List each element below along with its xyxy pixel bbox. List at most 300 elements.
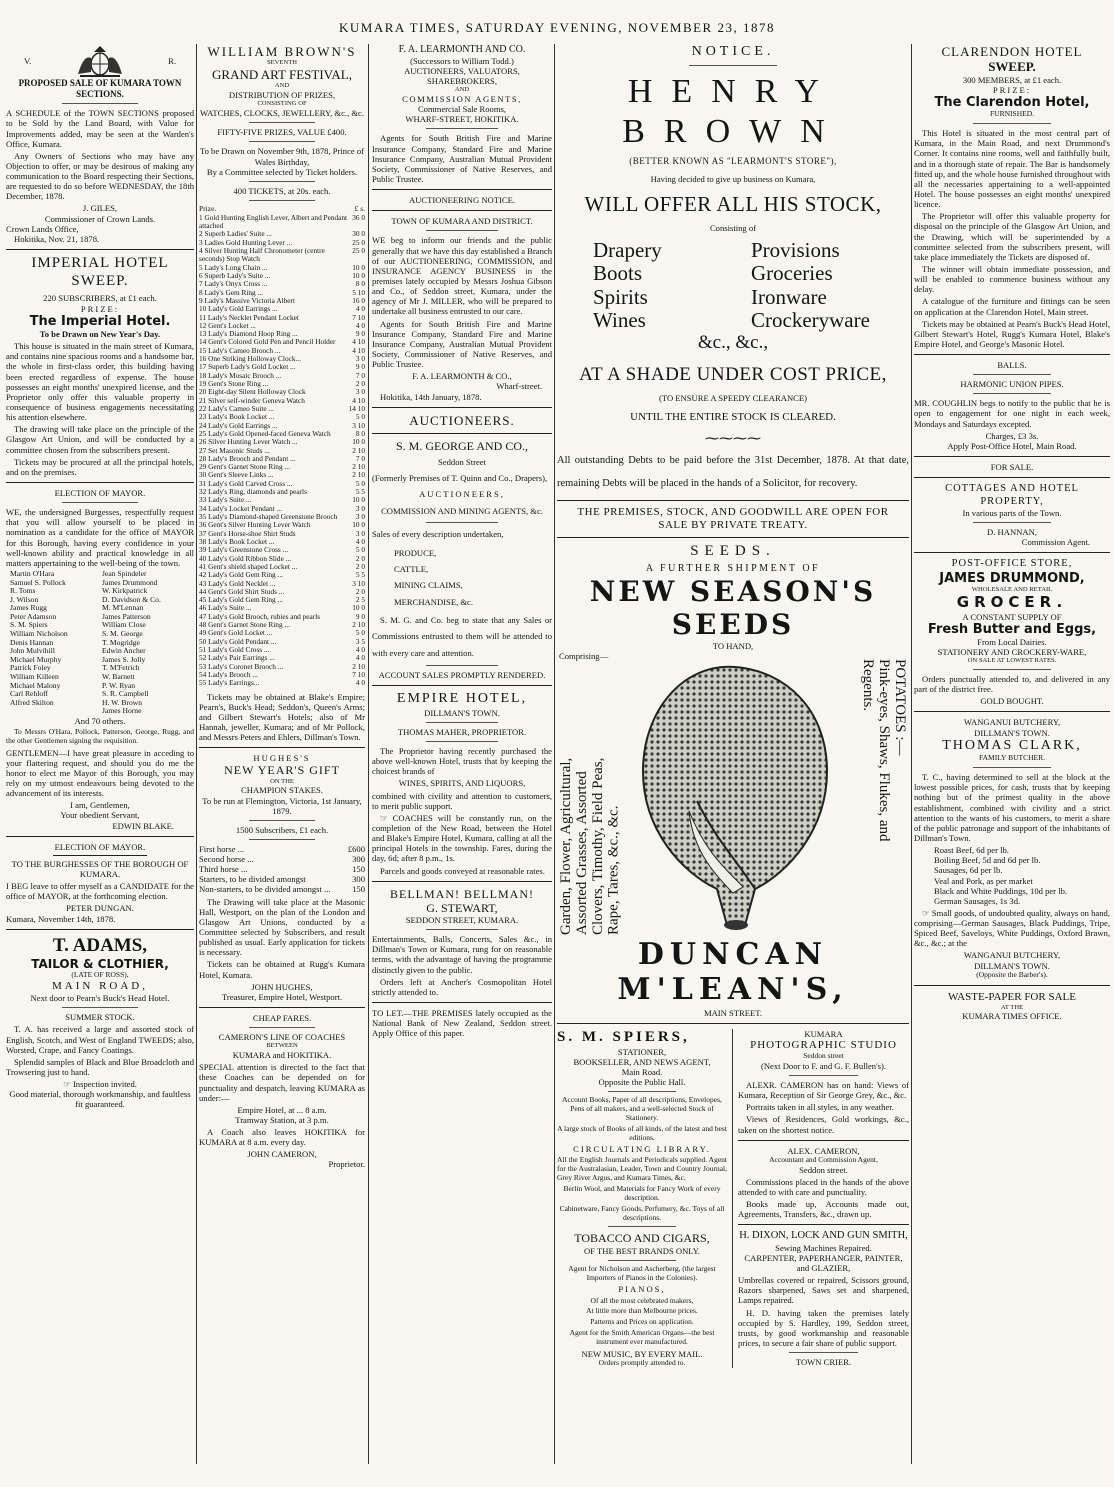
- spiers-library: CIRCULATING LIBRARY.: [573, 1144, 711, 1155]
- prize-value: 2 0: [355, 379, 365, 389]
- adams-late: (LATE OF ROSS),: [71, 970, 129, 980]
- signatory-name: William Close: [102, 620, 146, 630]
- prize-value: 5 0: [355, 412, 365, 422]
- prize-item: 32 Lady's Ring, diamonds and pearls: [199, 487, 307, 497]
- signatories-list: [6, 570, 194, 716]
- prize-value: 3 0: [355, 354, 365, 364]
- signatory-name: D. Davidson & Co.: [102, 594, 161, 604]
- hughes-row: [199, 864, 365, 874]
- prize-item: 11 Lady's Necklet Pendant Locket: [199, 312, 299, 322]
- prize-value: 2 10: [352, 661, 365, 671]
- royal-crest-row: [6, 44, 194, 78]
- prize-item: 27 Set Masonic Studs ...: [199, 445, 270, 455]
- george-account: ACCOUNT SALES PROMPTLY RENDERED.: [378, 670, 546, 681]
- signatory-name: T. M'Fetrich: [102, 663, 140, 673]
- signatory-name: Carl Rehloff: [10, 689, 49, 699]
- bellman-para-2: Orders left at Ancher's Cosmopolitan Hotel strictly attended to.: [372, 976, 552, 997]
- prize-value: 2 0: [355, 586, 365, 596]
- hughes-place: Non-starters, to be divided amongst ...: [199, 884, 331, 895]
- learmonth-commission: COMMISSION AGENTS,: [402, 93, 522, 104]
- seed-pod-illustration: [637, 661, 833, 933]
- spiers-para-1: Account Books, Paper of all descriptions, Envelopes, Pens of all makers, and a well-selected Stock of Stationery.: [562, 1095, 722, 1122]
- brown-consisting: CONSISTING OF: [257, 100, 307, 108]
- prize-item: 33 Lady's Suite ...: [199, 495, 252, 505]
- imperial-hotel: The Imperial Hotel.: [29, 313, 171, 329]
- dillmans-town: DILLMAN'S TOWN.: [974, 727, 1050, 738]
- dixon-carpenter: CARPENTER, PAPERHANGER, PAINTER, and GLAZIER,: [744, 1252, 903, 1274]
- imperial-prize: PRIZE:: [80, 303, 120, 314]
- debts-para: All outstanding Debts to be paid before the 31st December, 1878. At that date, remaining Debts will be placed in the hands of a Solicitor, for recovery.: [557, 455, 909, 489]
- prize-item: 30 Gent's Sleeve Links ...: [199, 470, 274, 480]
- prize-value: 25 0: [352, 246, 365, 256]
- new-seasons-seeds: NEW SEASON'S SEEDS: [589, 574, 877, 641]
- adams-next: Next door to Pearn's Buck's Head Hotel.: [30, 993, 170, 1004]
- signatory-name: Denis Hannan: [10, 637, 54, 647]
- prize-value: 14 10: [348, 403, 365, 413]
- hughes-row: [199, 874, 365, 884]
- hughes-row: [199, 844, 365, 854]
- tobacco-music: NEW MUSIC, BY EVERY MAIL.: [581, 1348, 703, 1359]
- signatory-name: W. Kirkpatrick: [102, 586, 148, 596]
- sale-para-2: Any Owners of Sections who may have any Objection to offer, or may be desirous of making any communication to the Board respecting their Sections, are requested to do so before WEDNESDAY, the 18th December, 1878.: [6, 150, 194, 202]
- clarendon-title: CLARENDON HOTEL: [941, 44, 1083, 59]
- prize-item: 7 Lady's Onyx Cross ...: [199, 279, 268, 289]
- prize-value: 16 0: [352, 295, 365, 305]
- prize-value: 3 0: [355, 503, 365, 513]
- signatory-name: William Killeen: [10, 671, 59, 681]
- prize-value: 2 10: [352, 445, 365, 455]
- clark-para-2: ☞ Small goods, of undoubted quality, always on hand, comprising—German Sausages, Black Puddings, Tripe, Spiced Beef, Saveloys, White Puddings, Oxford Brawn, &c., &c.; at the: [914, 907, 1110, 949]
- bellman-name: G. STEWART,: [426, 900, 498, 915]
- learmonth-rooms: Commercial Sale Rooms,: [417, 104, 507, 115]
- adams-para-1: T. A. has received a large and assorted stock of English, Scotch, and West of England TWEEDS; also, Worsted, Crape, and Fancy Coatings.: [6, 1024, 194, 1055]
- prize-item: 48 Gent's Garnet Stone Ring ...: [199, 620, 290, 630]
- prize-item: 18 Lady's Mosaic Brooch ...: [199, 370, 282, 380]
- signatory-name: James S. Jolly: [102, 654, 146, 664]
- sale-signature-title: Commissioner of Crown Lands.: [44, 213, 156, 224]
- prize-value: 10 0: [352, 520, 365, 530]
- prize-item: 24 Lady's Gold Earrings ...: [199, 420, 278, 430]
- lowest-rates: ON SALE AT LOWEST RATES.: [967, 657, 1057, 665]
- to-hand: TO HAND,: [712, 640, 754, 651]
- main-street: MAIN STREET.: [703, 1007, 763, 1018]
- clarendon-para-4: A catalogue of the furniture and fittings can be seen on application at the Clarendon Hotel, Main street.: [914, 296, 1110, 317]
- tobacco-para-1: Agent for Nicholson and Ascherberg, (the largest Importers of Pianos in the Colonies).: [568, 1263, 716, 1282]
- prize-item: 35 Lady's Diamond-shaped Greenstone Brooch: [199, 512, 338, 522]
- prize-value: 2 0: [355, 561, 365, 571]
- prize-item: 26 Silver Hunting Lever Watch ...: [199, 437, 298, 447]
- imperial-draw: To be Drawn on New Year's Day.: [39, 329, 161, 340]
- adams-good: Good material, thorough workmanship, and faultless fit guaranteed.: [9, 1089, 191, 1110]
- signatory-name: T. Mogridge: [102, 637, 140, 647]
- election2-addressee: TO THE BURGHESSES OF THE BOROUGH OF KUMARA.: [11, 858, 189, 880]
- learmonth-title: F. A. LEARMONTH AND CO.: [398, 44, 526, 55]
- further-shipment: A FURTHER SHIPMENT OF: [645, 562, 821, 574]
- election2-signature: PETER DUNGAN.: [66, 903, 134, 914]
- prize-value: 7 0: [355, 370, 365, 380]
- hughes-place: Third horse ...: [199, 864, 248, 875]
- election2-para: I BEG leave to offer myself as a CANDIDATE for the office of MAYOR, at the forthcoming election.: [6, 881, 194, 902]
- meat-price-list: [914, 845, 1110, 906]
- prize-item: 34 Lady's Locket Pendant ...: [199, 503, 282, 513]
- hughes-subscribers: 1500 Subscribers, £1 each.: [235, 824, 329, 835]
- sale-signature: J. GILES,: [82, 203, 118, 214]
- election-addressee: To Messrs O'Hara, Pollock, Patterson, George, Rugg, and the other Gentlemen signing the requisition.: [6, 726, 194, 745]
- prize-value: 8 0: [355, 279, 365, 289]
- clarendon-prize: PRIZE:: [992, 84, 1032, 95]
- harmonic-para: MR. COUGHLIN begs to notify to the public that he is open to engagement for one night in each week, Mondays and Saturdays excepted.: [914, 398, 1110, 429]
- signatory-name: Samuel S. Pollock: [10, 577, 66, 587]
- hannan-name: D. HANNAN,: [987, 527, 1037, 538]
- brown-items: WATCHES, CLOCKS, JEWELLERY, &c., &c.: [199, 108, 365, 119]
- bellman-title: BELLMAN! BELLMAN!: [390, 886, 534, 901]
- wanganui-title-2: WANGANUI BUTCHERY,: [963, 950, 1061, 961]
- election-signature: EDWIN BLAKE.: [112, 820, 174, 831]
- brown-by: By a Committee selected by Ticket holders.: [206, 166, 358, 177]
- learmonth-and: AND: [454, 86, 470, 94]
- fares-signature: JOHN CAMERON,: [247, 1149, 317, 1160]
- signatory-name: John Mulvihill: [10, 646, 55, 656]
- seeds-title: SEEDS.: [690, 543, 776, 560]
- drummond-wholesale: WHOLESALE AND RETAIL: [971, 586, 1053, 594]
- dixon-para-2: H. D. having taken the premises lately occupied by S. Hardley, 199, Seddon street, trusts, by good workmanship and reasonable prices, to secure a fair share of public support.: [738, 1307, 909, 1348]
- hughes-place: Second horse ...: [199, 854, 254, 865]
- prize-value: 4 0: [355, 320, 365, 330]
- dillmans-town-2: DILLMAN'S TOWN.: [974, 960, 1050, 971]
- bellman-street: SEDDON STREET, KUMARA.: [405, 915, 519, 926]
- prize-item: 5 Lady's Long Chain ...: [199, 262, 268, 272]
- spiers-bookseller: BOOKSELLER, AND NEWS AGENT,: [573, 1056, 711, 1067]
- prize-value: 3 0: [355, 528, 365, 538]
- prize-item: 3 Ladies Gold Hunting Lever ...: [199, 237, 293, 247]
- prize-value: 9 0: [355, 329, 365, 339]
- harmonic-apply: Apply Post-Office Hotel, Main Road.: [947, 440, 1077, 451]
- goods-item: Provisions: [751, 238, 840, 263]
- tobacco-pianos: PIANOS,: [618, 1284, 666, 1295]
- photo-studio: PHOTOGRAPHIC STUDIO: [750, 1039, 897, 1052]
- prize-value: 4 0: [355, 653, 365, 663]
- hughes-signature: JOHN HUGHES,: [251, 981, 313, 992]
- tobacco-orders: Orders promptly attended to.: [598, 1357, 686, 1367]
- prize-item: 55 Lady's Earrings...: [199, 678, 260, 688]
- pointing-hand-icon: ☞: [63, 1079, 73, 1090]
- cameron-name: ALEX. CAMERON,: [787, 1145, 860, 1156]
- cameron-para-1: Commissions placed in the hands of the above attended to with care and punctuality.: [738, 1176, 909, 1197]
- spiers-para-2: A large stock of Books of all kinds, of the latest and best editions.: [557, 1123, 727, 1142]
- pointing-hand-icon: ☞: [922, 907, 932, 918]
- prize-value: 5 10: [352, 287, 365, 297]
- prize-item: 14 Gent's Colored Gold Pen and Pencil Holder: [199, 337, 336, 347]
- prize-value: 3 10: [352, 578, 365, 588]
- seeds-vertical-left: Garden, Flower, Agricultural, Assorted Grasses, Assorted Clovers, Timothy, Field Peas, Rape, Tares, &c., &c.: [558, 757, 622, 935]
- signatory-name: Martin O'Hara: [10, 568, 55, 578]
- learmonth-roles: AUCTIONEERS, VALUATORS, SHAREBROKERS,: [404, 65, 520, 87]
- prize-row: [199, 679, 365, 687]
- election2-date: Kumara, November 14th, 1878.: [6, 913, 116, 924]
- duncan-mclean: DUNCAN M'LEAN'S,: [617, 936, 849, 1008]
- prize-value: 30 0: [352, 229, 365, 239]
- george-list-item: CATTLE,: [394, 564, 429, 575]
- notice-title: NOTICE.: [691, 44, 775, 59]
- prize-value: 4 0: [355, 536, 365, 546]
- brown-seventh: SEVENTH: [266, 59, 298, 67]
- meat-price: German Sausages, 1s 3d.: [934, 895, 1021, 906]
- town-crier: TOWN CRIER.: [795, 1357, 852, 1368]
- adams-para-2: Splendid samples of Black and Blue Broadcloth and Trowsering just to hand.: [6, 1056, 194, 1077]
- column-5: [914, 44, 1110, 1021]
- prize-item: 2 Superb Ladies' Suite ...: [199, 229, 272, 239]
- column-3: [372, 44, 552, 1040]
- prize-value: 36 0: [352, 212, 365, 222]
- goods-item: Ironware: [751, 284, 827, 309]
- empire-para-1: The Proprietor having recently purchased the above well-known Hotel, trusts that by keeping the choicest brands of: [372, 746, 552, 777]
- column-rule: [554, 44, 555, 1464]
- fares-para: SPECIAL attention is directed to the fact that these Coaches can be depended on for punctuality and despatch, leaving KUMARA as under:—: [199, 1062, 365, 1103]
- prize-item: 28 Lady's Brooch and Pendant ...: [199, 453, 296, 463]
- cameron-para-2: Books made up, Accounts made out, Agreements, Transfers, &c., drawn up.: [738, 1199, 909, 1220]
- seeds-illustration-block: [557, 651, 909, 937]
- clarendon-para-2: The Proprietor will offer this valuable property for disposal on the principle of the Glasgow Art Union, and the Drawing, which will be superintended by a committee selected from the subscribers present, will take place immediately the Tickets are disposed of.: [914, 211, 1110, 262]
- auctioneering-para-1: WE beg to inform our friends and the public generally that we have this day established a Branch of our AUCTIONEERING, COMMISSION, and INSURANCE AGENCY BUSINESS in the premises lately occupied by Messrs Joshua Gibson and Co., of Seddon street, Kumara, under the agency of Mr J. MILLER, who will be prepared to undertake all business entrusted to our care.: [372, 235, 552, 317]
- sale-office: Crown Lands Office,: [6, 223, 79, 234]
- kumara-title: KUMARA: [804, 1028, 843, 1039]
- brown-drawn: To be Drawn on November 9th, 1878, Prince of Wales Birthday,: [199, 146, 365, 167]
- fares-title: CHEAP FARES.: [252, 1013, 312, 1024]
- having-decided: Having decided to give up business on Kumara,: [650, 174, 816, 185]
- prize-row: [199, 214, 365, 231]
- signatory-name: [10, 707, 102, 716]
- imperial-para-3: Tickets may be procured at all the principal hotels, and on the premises.: [6, 456, 194, 477]
- prize-value: 2 10: [352, 620, 365, 630]
- learmonth-wharf: WHARF-STREET, HOKITIKA.: [405, 114, 519, 125]
- meat-price: Veal and Pork, as per market: [934, 875, 1033, 886]
- goods-list: [557, 239, 909, 331]
- hannan-role: Commission Agent.: [1021, 537, 1090, 548]
- prize-item: 49 Gent's Gold Locket ...: [199, 628, 273, 638]
- spiers-stationer: STATIONER,: [617, 1046, 667, 1057]
- hughes-row: [199, 884, 365, 894]
- sale-date: Hokitika, Nov. 21, 1878.: [14, 233, 100, 244]
- prize-list: [199, 214, 365, 688]
- royal-crest-icon: [74, 44, 126, 78]
- prize-value: 5 0: [355, 545, 365, 555]
- empire-town: DILLMAN'S TOWN.: [424, 707, 500, 718]
- dixon-sewing: Sewing Machines Repaired.: [775, 1242, 872, 1253]
- ensure-clearance: (TO ENSURE A SPEEDY CLEARANCE): [658, 392, 807, 403]
- prize-value: 10 0: [352, 603, 365, 613]
- hughes-amount: £600: [347, 843, 365, 854]
- prize-value: 7 10: [352, 669, 365, 679]
- election-reply: GENTLEMEN—I have great pleasure in acceding to your flattering request, and should you do me the honor to elect me Mayor of this Borough, you may rely on my utmost endeavours being devoted to the advancement of its interests.: [6, 747, 194, 799]
- sale-para-1: A SCHEDULE of the TOWN SECTIONS proposed to be Sold by the Land Board, with Value for Improvements added, may be seen at the Warden's Office, Kumara.: [6, 108, 194, 149]
- prize-value: 5 0: [355, 478, 365, 488]
- prize-item: 39 Lady's Greenstone Cross ...: [199, 545, 289, 555]
- george-auctioneers: AUCTIONEERS,: [419, 489, 505, 500]
- george-list-item: MERCHANDISE, &c.: [394, 596, 474, 607]
- bellman-para-1: Entertainments, Balls, Concerts, Sales &c., in Dillman's Town or Kumara, rung for on reasonable terms, with the advantage of having the programme distinctly given to the public.: [372, 934, 552, 975]
- various-parts: In various parts of the Town.: [962, 507, 1062, 518]
- prize-item: 13 Lady's Diamond Hoop Ring ...: [199, 329, 298, 339]
- comprising: Comprising—: [559, 650, 609, 661]
- fares-between: BETWEEN: [266, 1042, 298, 1050]
- signatory-name: R. Toms: [10, 586, 36, 596]
- george-commission: COMMISSION AND MINING AGENTS, &c.: [381, 505, 543, 516]
- forsale-title: FOR SALE.: [990, 462, 1034, 473]
- goods-left: [593, 239, 751, 331]
- clarendon-para-5: Tickets may be obtained at Pearn's Buck's Head Hotel, Gilbert Stewart's Hotel, Rugg's Kumara Hotel, Blake's Empire Hotel, and George's Masonic Hotel.: [914, 318, 1110, 349]
- adams-summer: SUMMER STOCK.: [65, 1012, 135, 1023]
- hughes-run: To be run at Flemington, Victoria, 1st January, 1879.: [202, 795, 362, 816]
- clarendon-members: 300 MEMBERS, at £1 each.: [962, 74, 1062, 85]
- column-rule: [196, 44, 197, 1464]
- george-list-item: PRODUCE,: [394, 547, 437, 558]
- prize-header: Prize. £ s.: [199, 203, 365, 213]
- prize-item: 29 Gent's Garnet Stone Ring ...: [199, 462, 290, 472]
- masthead: KUMARA TIMES, SATURDAY EVENING, NOVEMBER 23, 1878: [339, 20, 775, 35]
- wanganui-title: WANGANUI BUTCHERY,: [963, 717, 1061, 728]
- prize-item: 42 Lady's Gold Gem Ring ...: [199, 570, 284, 580]
- sale-title: PROPOSED SALE OF KUMARA TOWN SECTIONS.: [18, 78, 182, 99]
- cottages: COTTAGES AND HOTEL PROPERTY,: [945, 483, 1079, 507]
- waste-office: KUMARA TIMES OFFICE.: [962, 1011, 1062, 1022]
- brown-tickets: 400 TICKETS, at 20s. each.: [233, 185, 331, 196]
- signatory-name: Michael Malony: [10, 680, 61, 690]
- tobacco-para-5: Agent for the Smith American Organs—the best instrument ever manufactured.: [569, 1328, 715, 1346]
- grocer: GROCER.: [956, 592, 1068, 611]
- photo-para-3: Views of Residences, Gold workings, &c., taken on the shortest notice.: [738, 1114, 909, 1135]
- empire-proprietor: THOMAS MAHER, PROPRIETOR.: [397, 726, 527, 737]
- hughes-stakes: CHAMPION STAKES.: [241, 785, 323, 796]
- prize-row: [199, 247, 365, 264]
- prize-item: 21 Silver self-winder Geneva Watch: [199, 395, 305, 405]
- hughes-para-1: The Drawing will take place at the Masonic Hall, Westport, on the plan of the London and Glasgow Art Unions, conducted by a Committee selected by Subscribers, and result published as usual. Early application for tickets is necessary.: [199, 896, 365, 958]
- signatory-name: Peter Adamson: [10, 611, 57, 621]
- prize-item: 37 Gent's Horse-shoe Shirt Studs: [199, 528, 296, 538]
- tobacco-para-2: Of all the most celebrated makers,: [590, 1295, 694, 1305]
- hughes-place: Starters, to be divided amongst: [199, 874, 306, 885]
- fares-row-1: Empire Hotel, at ... 8 a.m.: [237, 1104, 327, 1115]
- prize-item: 50 Lady's Gold Pendant ...: [199, 636, 277, 646]
- auctioneering-title: AUCTIONEERING NOTICE.: [409, 195, 515, 206]
- prize-value: 10 0: [352, 262, 365, 272]
- waste-paper: WASTE-PAPER FOR SALE: [948, 990, 1076, 1003]
- signatory-name: James Horne: [102, 706, 142, 716]
- brown-tickets-info: Tickets may be obtained at Blake's Empire; Pearn's, Buck's Head; Seddon's, Queen's Arms; and Gilbert Stewart's Hotels; also of Mr Hannah, jeweller, Kumara; and of Mr Pollock, and Messrs Peters and Ehlers, Dillman's Town.: [199, 691, 365, 743]
- prize-value: 25 0: [352, 237, 365, 247]
- clarendon-para-1: This Hotel is situated in the most central part of Kumara, in the Main Road, and next Drummond's Corner. It contains nine rooms, well and faithfully built, and in a thorough state of repair. The Bar is handsomely fitted up, and the whole house furnished throughout with all the necessaries appertaining to a well-appointed Hotel. The house possesses an eight months' unexpired licence.: [914, 128, 1110, 210]
- tobacco-para-4: Patterns and Prices on application.: [590, 1317, 694, 1327]
- brown-and: AND: [274, 82, 290, 90]
- signatory-name: Michael Murphy: [10, 654, 62, 664]
- prize-value: 10 0: [352, 495, 365, 505]
- constant-supply: A CONSTANT SUPPLY OF: [962, 611, 1062, 622]
- goods-item: Crockeryware: [751, 307, 870, 332]
- empire-title: EMPIRE HOTEL,: [396, 691, 528, 707]
- goods-right: [751, 239, 909, 331]
- brown-fifty: FIFTY-FIVE PRIZES, VALUE £400.: [217, 127, 347, 138]
- prize-value: 10 0: [352, 270, 365, 280]
- prize-value: 5 5: [355, 487, 365, 497]
- empire-para-4: Parcels and goods conveyed at reasonable rates.: [380, 865, 545, 876]
- fares-para-2: A Coach also leaves HOKITIKA for KUMARA at 8 a.m. every day.: [199, 1127, 365, 1148]
- premises-open: THE PREMISES, STOCK, AND GOODWILL ARE OPEN FOR SALE BY PRIVATE TREATY.: [577, 506, 889, 532]
- adams-road: MAIN ROAD,: [52, 980, 148, 993]
- election-closing: I am, Gentlemen,: [70, 800, 130, 811]
- spiers-name: S. M. SPIERS,: [557, 1028, 690, 1045]
- prize-item: 38 Lady's Book Locket ...: [199, 536, 275, 546]
- fares-row-2: Tramway Station, at 3 p.m.: [235, 1114, 329, 1125]
- prize-item: 16 One Striking Holloway Clock...: [199, 354, 301, 364]
- adams-name: T. ADAMS,: [52, 934, 148, 956]
- election2-title: ELECTION OF MAYOR.: [54, 841, 146, 852]
- cameron-role: Accountant and Commission Agent,: [769, 1154, 878, 1164]
- george-formerly: (Formerly Premises of T. Quinn and Co., Drapers),: [372, 473, 548, 484]
- henry-brown: HENRY BROWN: [622, 72, 844, 150]
- prize-value: 3 0: [355, 512, 365, 522]
- hughes-amount: 300: [352, 854, 365, 865]
- prize-item: 36 Gent's Silver Hunting Lever Watch: [199, 520, 311, 530]
- column-4: [557, 44, 909, 1368]
- hughes-signature-title: Treasurer, Empire Hotel, Westport.: [221, 991, 343, 1002]
- prize-value: 7 10: [352, 312, 365, 322]
- tobacco-para-3: At little more than Melbourne prices.: [586, 1306, 698, 1316]
- election-para: WE, the undersigned Burgesses, respectfully request that you will allow yourself to be placed in nomination as a candidate for the office of MAYOR for this Borough, having every confidence in your well-known ability and practical knowledge in all matters appertaining to the well-being of the town.: [6, 507, 194, 568]
- signatory-name: W. Barnett: [102, 671, 135, 681]
- george-para: S. M. G. and Co. beg to state that any Sales or Commissions entrusted to them will be attended to with every care and attention.: [372, 615, 552, 658]
- empire-para-3: ☞ COACHES will be constantly run, on the completion of the New Road, between the Hotel and Blake's Empire Hotel, Kumara, calling at all the principal Hotels in the township. Fares, during the day, 6d; after 8 p.m., 1s.: [372, 812, 552, 864]
- signatory-name: Edwin Ancher: [102, 646, 146, 656]
- prize-value: 4 0: [355, 304, 365, 314]
- crest-v: V.: [24, 55, 32, 66]
- signatory-name: H. W. Brown: [102, 697, 143, 707]
- fares-proprietor: Proprietor.: [328, 1159, 365, 1170]
- imperial-subscribers: 220 SUBSCRIBERS, at £1 each.: [43, 293, 157, 304]
- auctioneering-town: TOWN OF KUMARA AND DISTRICT.: [391, 216, 533, 227]
- prize-value: 3 5: [355, 636, 365, 646]
- prize-value: 7 0: [355, 453, 365, 463]
- imperial-title: IMPERIAL HOTEL SWEEP.: [31, 255, 169, 289]
- prize-item: 1 Gold Hunting English Lever, Albert and Pendant attached: [199, 212, 348, 231]
- prize-value: 2 0: [355, 553, 365, 563]
- prize-item: 17 Superb Lady's Gold Locket ...: [199, 362, 296, 372]
- hughes-amount: 150: [352, 864, 365, 875]
- hughes-prize-table: [199, 844, 365, 895]
- signatory-name: Jean Spindeler: [102, 568, 147, 578]
- will-offer: WILL OFFER ALL HIS STOCK,: [584, 192, 882, 217]
- prize-value: 2 10: [352, 462, 365, 472]
- column-4-lower: [557, 1029, 909, 1368]
- auctioneering-street: Wharf-street.: [496, 381, 542, 392]
- fares-route: KUMARA and HOKITIKA.: [232, 1050, 332, 1061]
- balls-title: BALLS.: [997, 360, 1027, 371]
- clarendon-furnished: FURNISHED.: [990, 109, 1034, 119]
- signatory-name: P. W. Ryan: [102, 680, 136, 690]
- goods-item: Boots: [593, 261, 643, 286]
- photo-seddon: Seddon street: [803, 1050, 844, 1060]
- prize-value: 4 0: [355, 645, 365, 655]
- learmonth-para: Agents for South British Fire and Marine Insurance Company, Standard Fire and Marine Insurance Company, Australian Mutual Provident Society, Commissioner of Native Reserves, and Public Trustee.: [372, 133, 552, 184]
- prize-item: 20 Eight-day Silent Holloway Clock: [199, 387, 306, 397]
- george-street: Seddon Street: [438, 457, 486, 468]
- clark-family: FAMILY BUTCHER.: [979, 753, 1045, 763]
- spiers-para-4: Berlin Wool, and Materials for Fancy Work of every description.: [563, 1184, 721, 1202]
- hughes-gift: NEW YEAR'S GIFT: [224, 763, 340, 778]
- signatories-more: And 70 others.: [74, 715, 126, 726]
- brown-grand: GRAND ART FESTIVAL,: [212, 67, 352, 83]
- prize-item: 46 Lady's Suite ...: [199, 603, 252, 613]
- waste-at: AT THE: [1000, 1003, 1024, 1011]
- empire-wines: WINES, SPIRITS, AND LIQUORS,: [398, 778, 526, 789]
